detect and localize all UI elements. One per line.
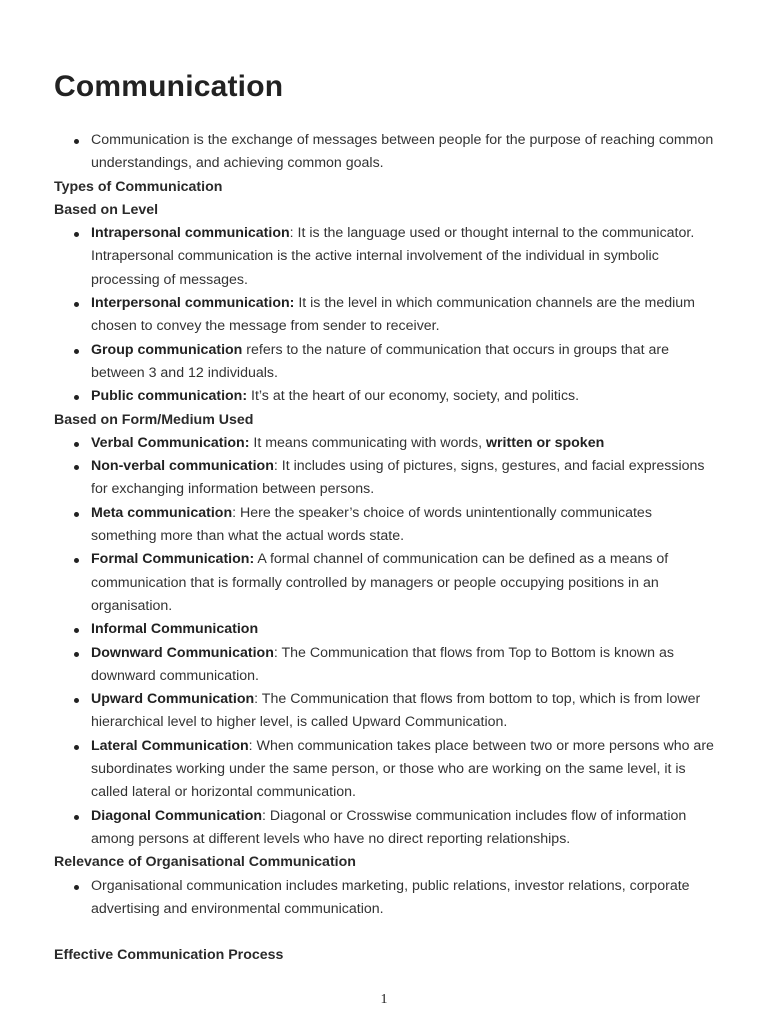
list-item-text: : It includes using of pictures, signs, gestures, and facial expressions for exchanging information between persons. [91, 458, 705, 498]
level-list [54, 222, 719, 408]
list-item [54, 502, 719, 549]
list-item [54, 735, 719, 805]
list-item-term: Intrapersonal communication [91, 225, 290, 242]
list-item-text: Organisational communication includes marketing, public relations, investor relations, corporate advertising and environmental communication. [91, 877, 690, 917]
section-gap [54, 921, 719, 944]
list-item-term: Group communication [91, 341, 243, 358]
list-item-term: Informal Communication [91, 621, 259, 638]
list-item-emphasis: written or spoken [486, 434, 605, 451]
list-item [54, 618, 719, 641]
list-item-term: Verbal Communication: [91, 434, 250, 451]
document-body [54, 129, 719, 967]
list-item-text: It is the level in which communication channels are the medium chosen to convey the message from sender to receiver. [91, 295, 695, 335]
relevance-list [54, 875, 719, 922]
list-item-term: Upward Communication [91, 691, 255, 708]
list-item [54, 548, 719, 618]
list-item [54, 805, 719, 852]
list-item [54, 339, 719, 386]
list-item [54, 455, 719, 502]
list-item-term: Diagonal Communication [91, 807, 263, 824]
types-heading: Types of Communication [54, 178, 223, 195]
list-item-text: It means communicating with words, [249, 434, 486, 451]
list-item-term: Lateral Communication [91, 737, 249, 754]
level-heading: Based on Level [54, 201, 159, 218]
list-item-text: Communication is the exchange of messages between people for the purpose of reaching common understandings, and achieving common goals. [91, 132, 714, 172]
list-item-text: : Here the speaker’s choice of words unintentionally communicates something more than what the actual words state. [91, 504, 652, 545]
list-item-text: It’s at the heart of our economy, society, and politics. [247, 388, 580, 405]
list-item-text: : The Communication that flows from Top to Bottom is known as downward communication. [91, 644, 674, 684]
page-title: Communication [54, 70, 284, 103]
form-list [54, 432, 719, 851]
list-item [54, 875, 719, 922]
list-item-term: Downward Communication [91, 644, 274, 661]
list-item [54, 385, 719, 408]
list-item-term: Formal Communication: [91, 551, 255, 568]
list-item [54, 222, 719, 292]
list-item-text: : Diagonal or Crosswise communication includes flow of information among persons at different levels who have no direct reporting relationships. [91, 807, 687, 847]
list-item [54, 688, 719, 735]
list-item-text: A formal channel of communication can be defined as a means of communication that is formally controlled by managers or people occupying positions in an organisation. [91, 551, 669, 614]
list-item-term: Non-verbal communication [91, 458, 274, 475]
list-item-text: : When communication takes place between two or more persons who are subordinates working under the same person, or those who are working on the same level, it is called lateral or horizontal communication. [91, 737, 714, 801]
list-item [54, 642, 719, 689]
intro-list [54, 129, 719, 176]
process-heading: Effective Communication Process [54, 947, 284, 964]
list-item-text: refers to the nature of communication that occurs in groups that are between 3 and 12 individuals. [91, 341, 669, 381]
list-item-term: Meta communication [91, 504, 233, 521]
list-item-text: : It is the language used or thought internal to the communicator. Intrapersonal communication is the active internal involvement of the individual in symbolic processing of messages. [91, 225, 695, 288]
list-item [54, 432, 719, 455]
list-item [54, 292, 719, 339]
list-item-term: Public communication: [91, 388, 248, 405]
list-item-text: : The Communication that flows from bottom to top, which is from lower hierarchical level to higher level, is called Upward Communication. [91, 691, 701, 731]
page-number: 1 [380, 992, 388, 1007]
list-item-term: Interpersonal communication: [91, 295, 295, 312]
relevance-heading: Relevance of Organisational Communication [54, 854, 356, 871]
form-heading: Based on Form/Medium Used [54, 411, 254, 428]
list-item [54, 129, 719, 176]
